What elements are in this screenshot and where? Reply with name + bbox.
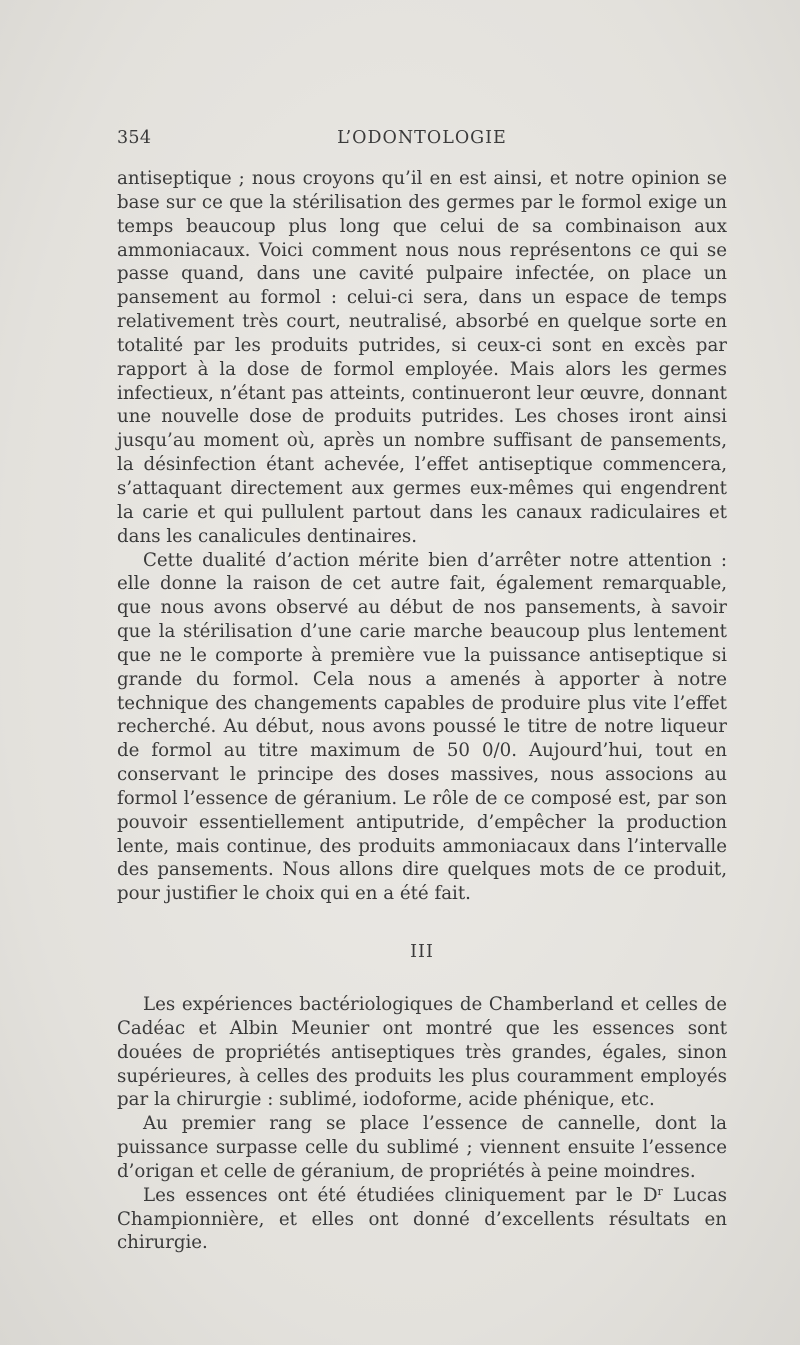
running-title: L’ODONTOLOGIE — [337, 128, 507, 148]
body-text — [117, 167, 727, 1255]
paragraph: Au premier rang se place l’essence de cannelle, dont la puissance surpasse celle du sublimé ; viennent ensuite l’essence d’origan et celle de géranium, de propriétés à peine moindres. — [117, 1113, 727, 1182]
page-header — [117, 128, 727, 158]
paragraph-text: Les essences ont été étudiées cliniquement par le D — [143, 1184, 658, 1206]
paragraph-text: Lucas Championnière, et elles ont donné d’excellents résultats en chirurgie. — [117, 1184, 728, 1254]
paragraph: Cette dualité d’action mérite bien d’arrêter notre attention : elle donne la raison de cet autre fait, également remarquable, que nous avons observé au début de nos pansements, à savoir que la stérilisation d’une carie marche beaucoup plus lentement que ne le comporte à première vue la puissance antiseptique si grande du formol. Cela nous a amenés à apporter à notre technique des changements capables de produire plus vite l’effet recherché. Au début, nous avons poussé le titre de notre liqueur de formol au titre maximum de 50 0/0. Aujourd’hui, tout en conservant le principe des doses massives, nous associons au formol l’essence de géranium. Le rôle de ce composé est, par son pouvoir essentiellement antiputride, d’empêcher la production lente, mais continue, des produits ammoniacaux dans l’intervalle des pansements. Nous allons dire quelques mots de ce produit, pour justifier le choix qui en a été fait. — [117, 549, 727, 905]
paragraph — [117, 1184, 727, 1256]
superscript: r — [657, 1184, 663, 1198]
paragraph: Les expériences bactériologiques de Chamberland et celles de Cadéac et Albin Meunier ont montré que les essences sont douées de propriétés antiseptiques très grandes, égales, sinon supérieures, à celles des produits les plus couramment employés par la chirurgie : sublimé, iodoforme, acide phénique, etc. — [117, 994, 727, 1111]
section-heading: III — [410, 942, 434, 963]
page-number: 354 — [117, 128, 152, 148]
paragraph: antiseptique ; nous croyons qu’il en est ainsi, et notre opinion se base sur ce que la stérilisation des germes par le formol exige un temps beaucoup plus long que celui de sa combinaison aux ammoniacaux. Voici comment nous nous représentons ce qui se passe quand, dans une cavité pulpaire infectée, on place un pansement au formol : celui-ci sera, dans un espace de temps relativement très court, neutralisé, absorbé en quelque sorte en totalité par les produits putrides, si ceux-ci sont en excès par rapport à la dose de formol employée. Mais alors les germes infectieux, n’étant pas atteints, continueront leur œuvre, donnant une nouvelle dose de produits putrides. Les choses iront ainsi jusqu’au moment où, après un nombre suffisant de pansements, la désinfection étant achevée, l’effet antiseptique commencera, s’attaquant directement aux germes eux-mêmes qui engendrent la carie et qui pullulent partout dans les canaux radiculaires et dans les canalicules dentinaires. — [117, 168, 727, 547]
